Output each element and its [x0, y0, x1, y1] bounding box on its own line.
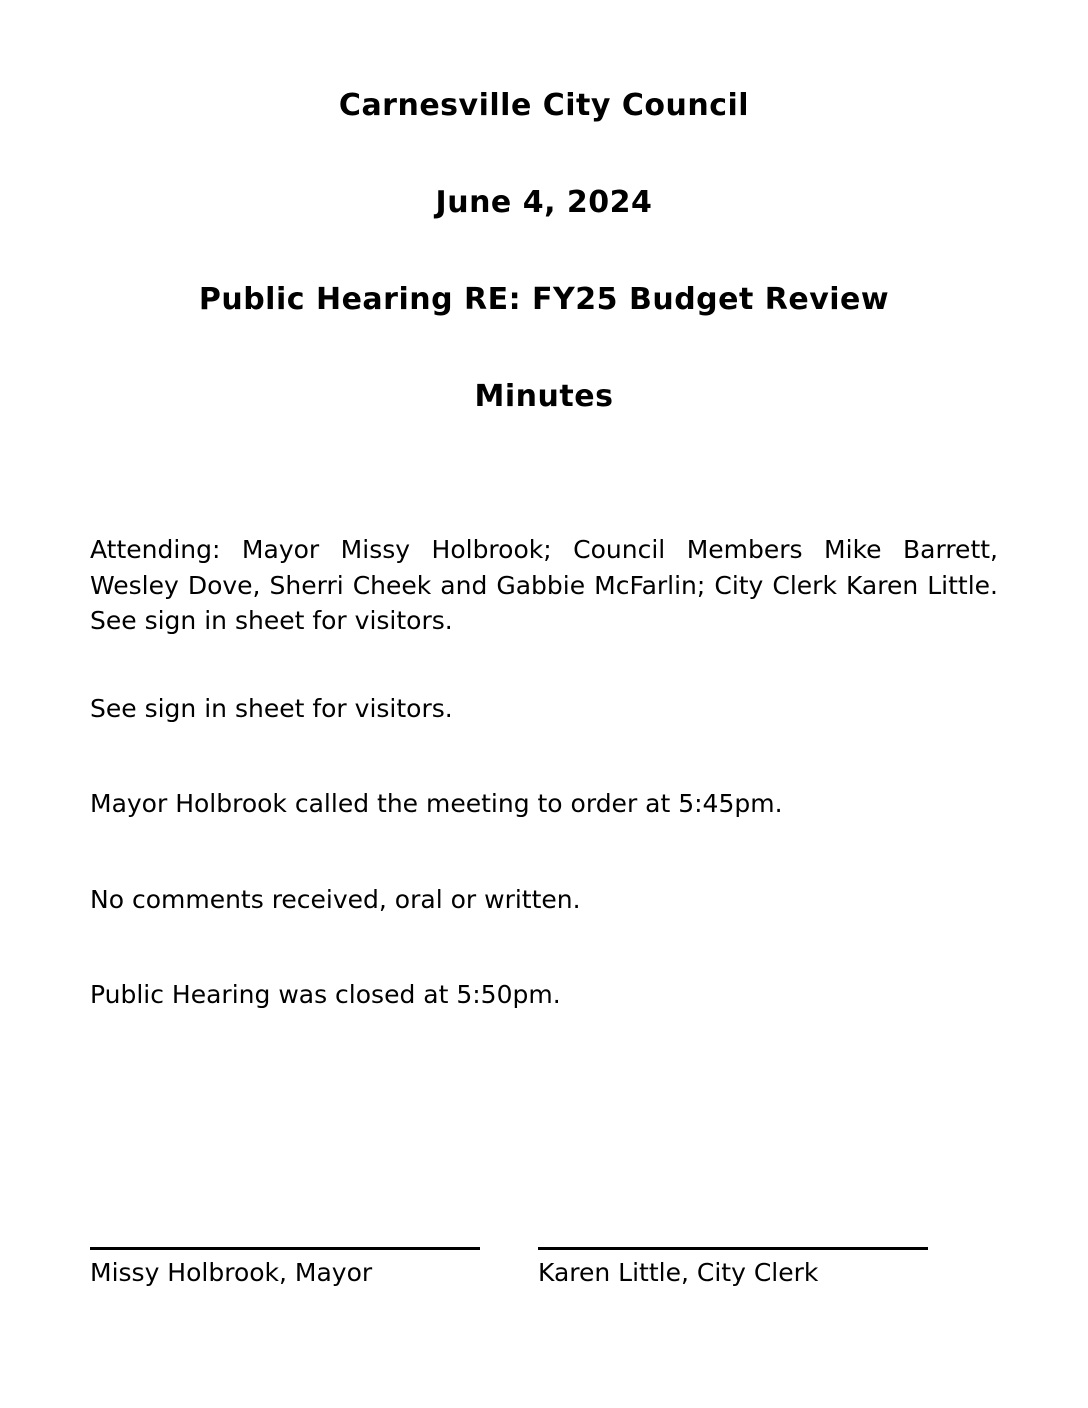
- document-date: June 4, 2024: [435, 185, 653, 220]
- paragraph-closing: Public Hearing was closed at 5:50pm.: [90, 980, 561, 1009]
- signature-clerk: [538, 1247, 938, 1288]
- paragraph-call-to-order: Mayor Holbrook called the meeting to order at 5:45pm.: [90, 789, 783, 818]
- signature-mayor: [90, 1247, 490, 1288]
- paragraph-comments: No comments received, oral or written.: [90, 884, 581, 914]
- signature-line-clerk: [538, 1247, 928, 1250]
- signature-label-clerk: Karen Little, City Clerk: [538, 1258, 819, 1287]
- paragraph-visitors: See sign in sheet for visitors.: [90, 693, 453, 723]
- document-type: Minutes: [474, 379, 614, 414]
- document-subject: Public Hearing RE: FY25 Budget Review: [198, 282, 890, 317]
- document-title: Carnesville City Council: [338, 88, 750, 123]
- signature-line-mayor: [90, 1247, 480, 1250]
- signature-label-mayor: Missy Holbrook, Mayor: [90, 1258, 373, 1287]
- signature-block: [90, 1247, 998, 1288]
- paragraph-attending: Attending: Mayor Missy Holbrook; Council Members Mike Barrett, Wesley Dove, Sherri Cheek and Gabbie McFarlin; City Clerk Karen Little. See sign in sheet for visitors.: [90, 535, 998, 635]
- document-body: [90, 532, 998, 1013]
